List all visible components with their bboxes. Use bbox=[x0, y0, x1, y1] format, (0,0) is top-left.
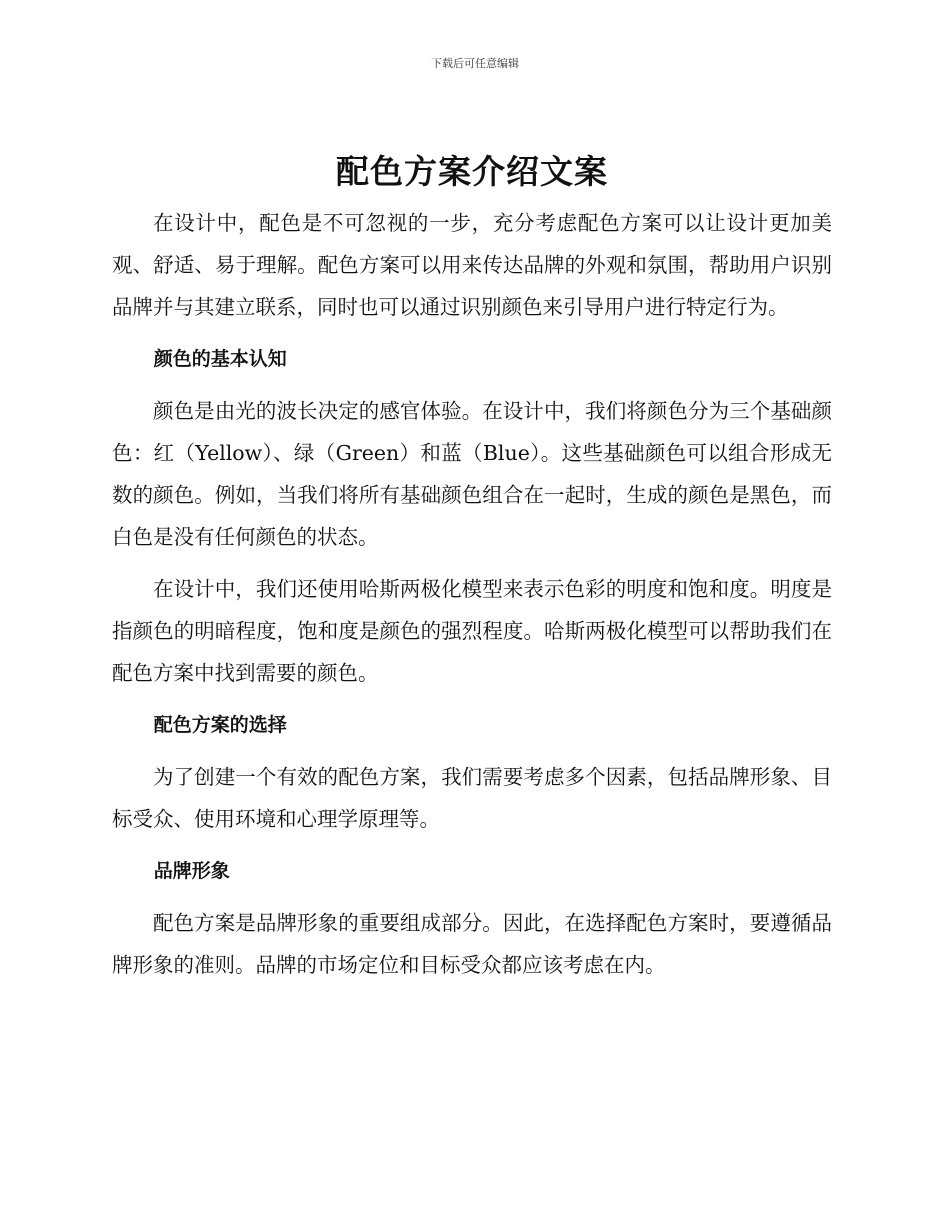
header-note: 下载后可任意编辑 bbox=[431, 57, 519, 70]
document-body bbox=[112, 148, 832, 986]
document-title: 配色方案介绍文案 bbox=[336, 152, 608, 191]
color-basics-paragraph: 颜色是由光的波长决定的感官体验。在设计中，我们将颜色分为三个基础颜色：红（Yellow）、绿（Green）和蓝（Blue）。这些基础颜色可以组合形成无数的颜色。例如，当我们将所有基础颜色组合在一起时，生成的颜色是黑色，而白色是没有任何颜色的状态。 bbox=[112, 399, 832, 549]
scheme-selection-paragraph: 为了创建一个有效的配色方案，我们需要考虑多个因素，包括品牌形象、目标受众、使用环境和心理学原理等。 bbox=[112, 765, 832, 831]
section-heading-color-basics: 颜色的基本认知 bbox=[153, 348, 287, 370]
section-heading-scheme-selection: 配色方案的选择 bbox=[153, 714, 287, 736]
brand-image-paragraph: 配色方案是品牌形象的重要组成部分。因此，在选择配色方案时，要遵循品牌形象的准则。品牌的市场定位和目标受众都应该考虑在内。 bbox=[112, 911, 832, 977]
intro-paragraph: 在设计中，配色是不可忽视的一步，充分考虑配色方案可以让设计更加美观、舒适、易于理解。配色方案可以用来传达品牌的外观和氛围，帮助用户识别品牌并与其建立联系，同时也可以通过识别颜色来引导用户进行特定行为。 bbox=[112, 211, 832, 319]
color-model-paragraph: 在设计中，我们还使用哈斯两极化模型来表示色彩的明度和饱和度。明度是指颜色的明暗程度，饱和度是颜色的强烈程度。哈斯两极化模型可以帮助我们在配色方案中找到需要的颜色。 bbox=[112, 577, 832, 685]
section-heading-brand-image: 品牌形象 bbox=[153, 860, 230, 882]
